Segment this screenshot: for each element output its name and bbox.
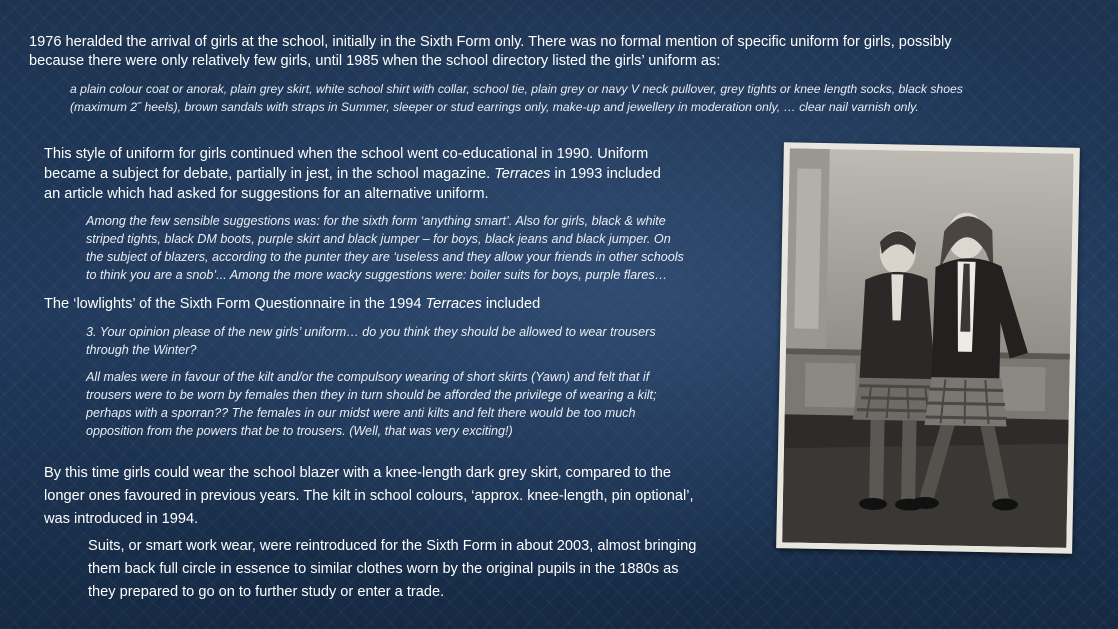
suggestions-line-4: to think you are a snob’... Among the more wacky suggestions were: boiler suits for boys, purple flares…: [86, 268, 668, 282]
photo: [776, 142, 1080, 554]
answer-line-3: perhaps with a sporran?? The females in our midst were anti kilts and felt there would be too much: [86, 406, 636, 420]
suits-line-1: Suits, or smart work wear, were reintroduced for the Sixth Form in about 2003, almost bringing: [88, 538, 697, 554]
intro-line-1: 1976 heralded the arrival of girls at the school, initially in the Sixth Form only. There was no formal mention of specific uniform for girls, possibly: [29, 34, 952, 50]
suggestions-line-3: the subject of blazers, according to the punter they are ‘useless and they allow your friends in other schools: [86, 250, 684, 264]
photograph-of-two-girls-in-uniform-icon: [782, 148, 1074, 547]
answer-line-2: trousers were to be worn by females then they in turn should be afforded the privilege of wearing a kilt;: [86, 388, 657, 402]
lowlights-terraces: Terraces: [425, 296, 482, 312]
coed-line-1: This style of uniform for girls continued when the school went co-educational in 1990. Uniform: [44, 146, 649, 162]
intro-line-2: because there were only relatively few girls, until 1985 when the school directory listed the girls’ uniform as:: [29, 53, 721, 69]
uniform-quote-line-2: (maximum 2˝ heels), brown sandals with straps in Summer, sleeper or stud earrings only, make-up and jewellery in moderation only, … clear nail varnish only.: [70, 100, 919, 114]
blazer-line-1: By this time girls could wear the school blazer with a knee-length dark grey skirt, compared to the: [44, 465, 672, 481]
lowlights-end: included: [481, 296, 541, 312]
suggestions-line-1: Among the few sensible suggestions was: for the sixth form ‘anything smart’. Also for girls, black & white: [86, 214, 666, 228]
uniform-quote-line-1: a plain colour coat or anorak, plain grey skirt, white school shirt with collar, school tie, plain grey or navy V neck pullover, grey tights or knee length socks, black shoes: [70, 82, 963, 96]
suits-line-3: they prepared to go on to further study or enter a trade.: [88, 584, 445, 600]
coed-line-2-text: became a subject for debate, partially in jest, in the school magazine.: [44, 166, 491, 182]
lowlights-line: [44, 295, 540, 314]
coed-line-2: [44, 165, 661, 184]
blazer-line-2: longer ones favoured in previous years. The kilt in school colours, ‘approx. knee-length, pin optional’,: [44, 488, 694, 504]
coed-line-2-end: in 1993 included: [550, 166, 661, 182]
coed-line-3: an article which had asked for suggestions for an alternative uniform.: [44, 186, 489, 202]
suggestions-line-2: striped tights, black DM boots, purple skirt and black jumper – for boys, black jeans and black jumper. On: [86, 232, 671, 246]
blazer-line-3: was introduced in 1994.: [44, 511, 199, 527]
answer-line-4: opposition from the powers that be to trousers. (Well, that was very exciting!): [86, 424, 513, 438]
answer-line-1: All males were in favour of the kilt and/or the compulsory wearing of short skirts (Yawn) and felt that if: [86, 370, 650, 384]
question-line-1: 3. Your opinion please of the new girls’ uniform… do you think they should be allowed to wear trousers: [86, 325, 656, 339]
terraces-title: Terraces: [494, 166, 551, 182]
question-line-2: through the Winter?: [86, 343, 197, 357]
suits-line-2: them back full circle in essence to similar clothes worn by the original pupils in the 1880s as: [88, 561, 679, 577]
lowlights-text: The ‘lowlights’ of the Sixth Form Questionnaire in the 1994: [44, 296, 426, 312]
